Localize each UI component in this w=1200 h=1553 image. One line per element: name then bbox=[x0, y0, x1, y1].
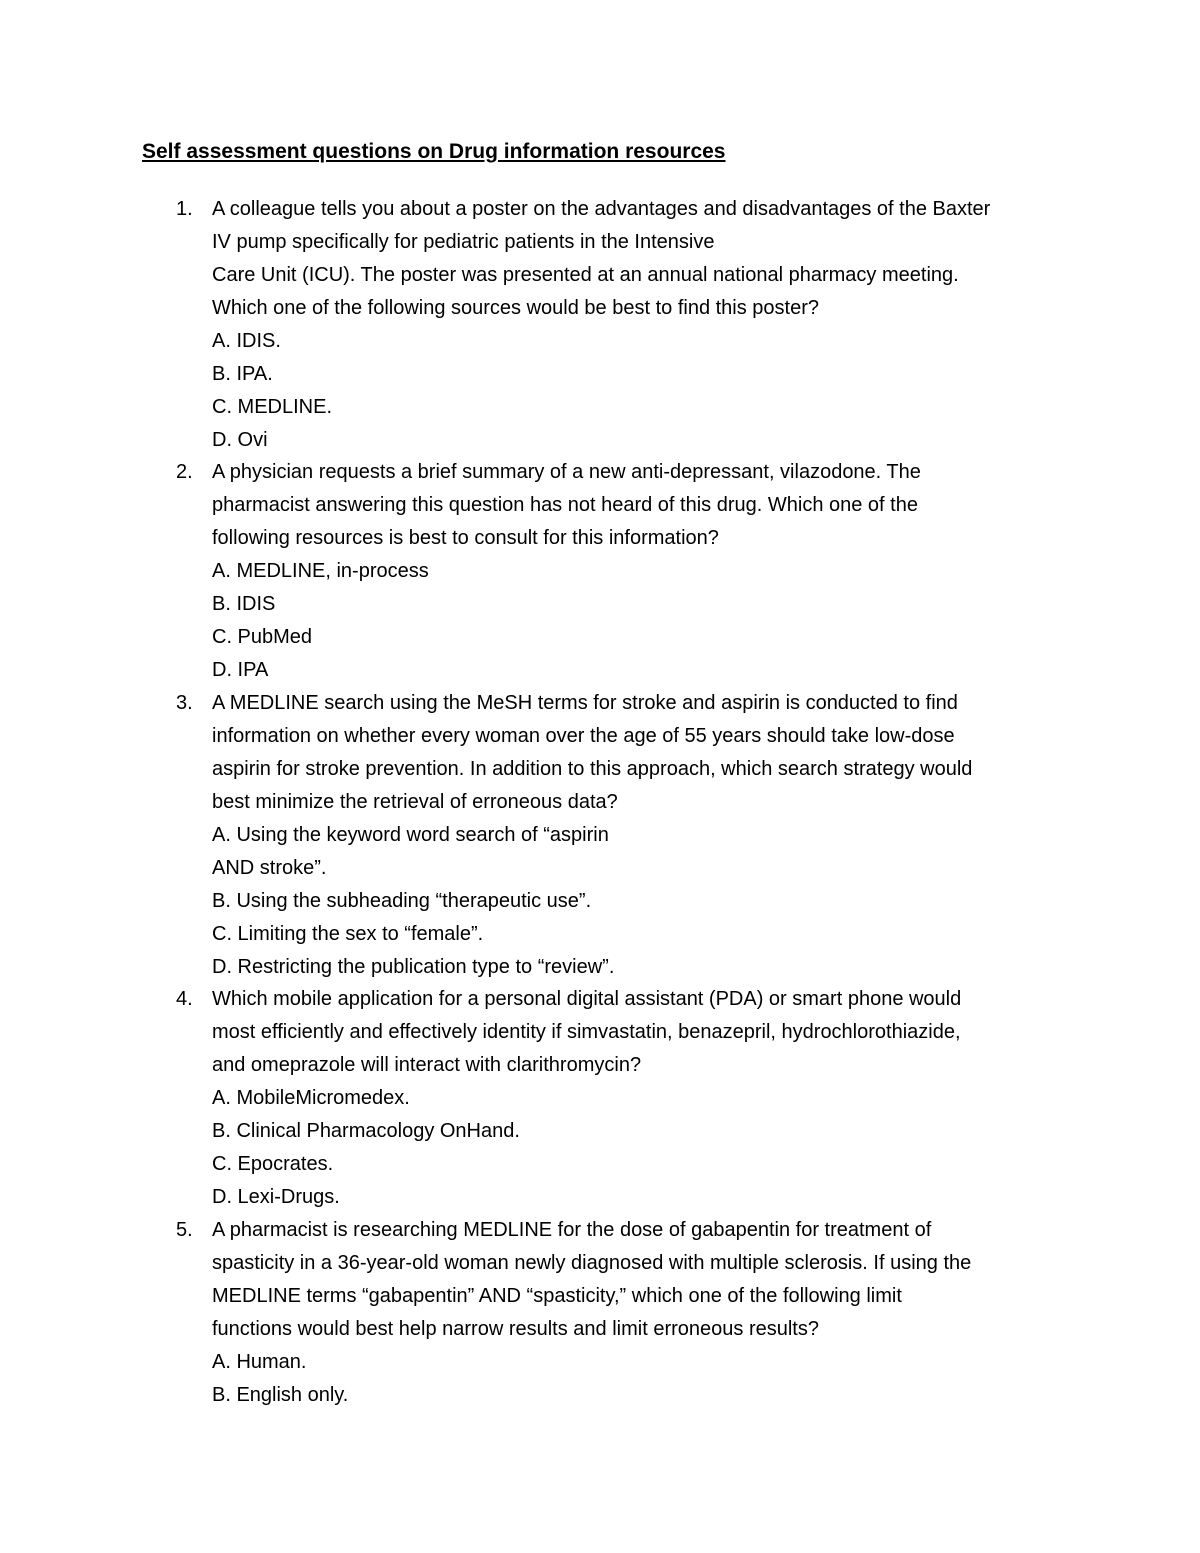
question-line: functions would best help narrow results and limit erroneous results? bbox=[212, 1318, 819, 1340]
document-title: Self assessment questions on Drug information resources bbox=[142, 140, 726, 163]
question-line: pharmacist answering this question has not heard of this drug. Which one of the bbox=[212, 494, 918, 516]
question-line: A MEDLINE search using the MeSH terms for stroke and aspirin is conducted to find bbox=[212, 692, 958, 714]
question-line: IV pump specifically for pediatric patients in the Intensive bbox=[212, 231, 715, 253]
answer-option: B. English only. bbox=[212, 1384, 349, 1406]
answer-option: B. IDIS bbox=[212, 593, 276, 615]
question-line: and omeprazole will interact with clarithromycin? bbox=[212, 1054, 642, 1076]
question-line: information on whether every woman over the age of 55 years should take low-dose bbox=[212, 725, 955, 747]
question-number: 5. bbox=[176, 1219, 193, 1241]
answer-option: D. Restricting the publication type to “review”. bbox=[212, 956, 615, 978]
question-line: Which mobile application for a personal digital assistant (PDA) or smart phone would bbox=[212, 988, 962, 1010]
question-line: Which one of the following sources would be best to find this poster? bbox=[212, 297, 820, 319]
question-line: most efficiently and effectively identity if simvastatin, benazepril, hydrochlorothiazide, bbox=[212, 1021, 961, 1043]
answer-option: A. Using the keyword word search of “aspirin bbox=[212, 824, 609, 846]
answer-option: B. Clinical Pharmacology OnHand. bbox=[212, 1120, 520, 1142]
answer-option: B. Using the subheading “therapeutic use”. bbox=[212, 890, 592, 912]
question-number: 2. bbox=[176, 461, 193, 483]
answer-option: C. Limiting the sex to “female”. bbox=[212, 923, 484, 945]
answer-option: D. Lexi-Drugs. bbox=[212, 1186, 340, 1208]
answer-option: C. MEDLINE. bbox=[212, 396, 333, 418]
answer-option: A. MobileMicromedex. bbox=[212, 1087, 410, 1109]
question-number: 3. bbox=[176, 692, 193, 714]
question-line: A pharmacist is researching MEDLINE for the dose of gabapentin for treatment of bbox=[212, 1219, 932, 1241]
answer-option: C. PubMed bbox=[212, 626, 313, 648]
answer-option: AND stroke”. bbox=[212, 857, 327, 879]
answer-option: A. IDIS. bbox=[212, 330, 281, 352]
answer-option: A. Human. bbox=[212, 1351, 307, 1373]
answer-option: B. IPA. bbox=[212, 363, 273, 385]
question-line: Care Unit (ICU). The poster was presented at an annual national pharmacy meeting. bbox=[212, 264, 959, 286]
question-number: 1. bbox=[176, 198, 193, 220]
answer-option: A. MEDLINE, in-process bbox=[212, 560, 429, 582]
question-number: 4. bbox=[176, 988, 193, 1010]
question-line: following resources is best to consult for this information? bbox=[212, 527, 719, 549]
answer-option: D. Ovi bbox=[212, 429, 268, 451]
question-line: spasticity in a 36-year-old woman newly diagnosed with multiple sclerosis. If using the bbox=[212, 1252, 972, 1274]
answer-option: C. Epocrates. bbox=[212, 1153, 334, 1175]
question-line: A colleague tells you about a poster on the advantages and disadvantages of the Baxter bbox=[212, 198, 991, 220]
question-line: A physician requests a brief summary of a new anti-depressant, vilazodone. The bbox=[212, 461, 921, 483]
question-line: MEDLINE terms “gabapentin” AND “spasticity,” which one of the following limit bbox=[212, 1285, 902, 1307]
question-line: aspirin for stroke prevention. In addition to this approach, which search strategy would bbox=[212, 758, 973, 780]
answer-option: D. IPA bbox=[212, 659, 269, 681]
question-line: best minimize the retrieval of erroneous data? bbox=[212, 791, 618, 813]
